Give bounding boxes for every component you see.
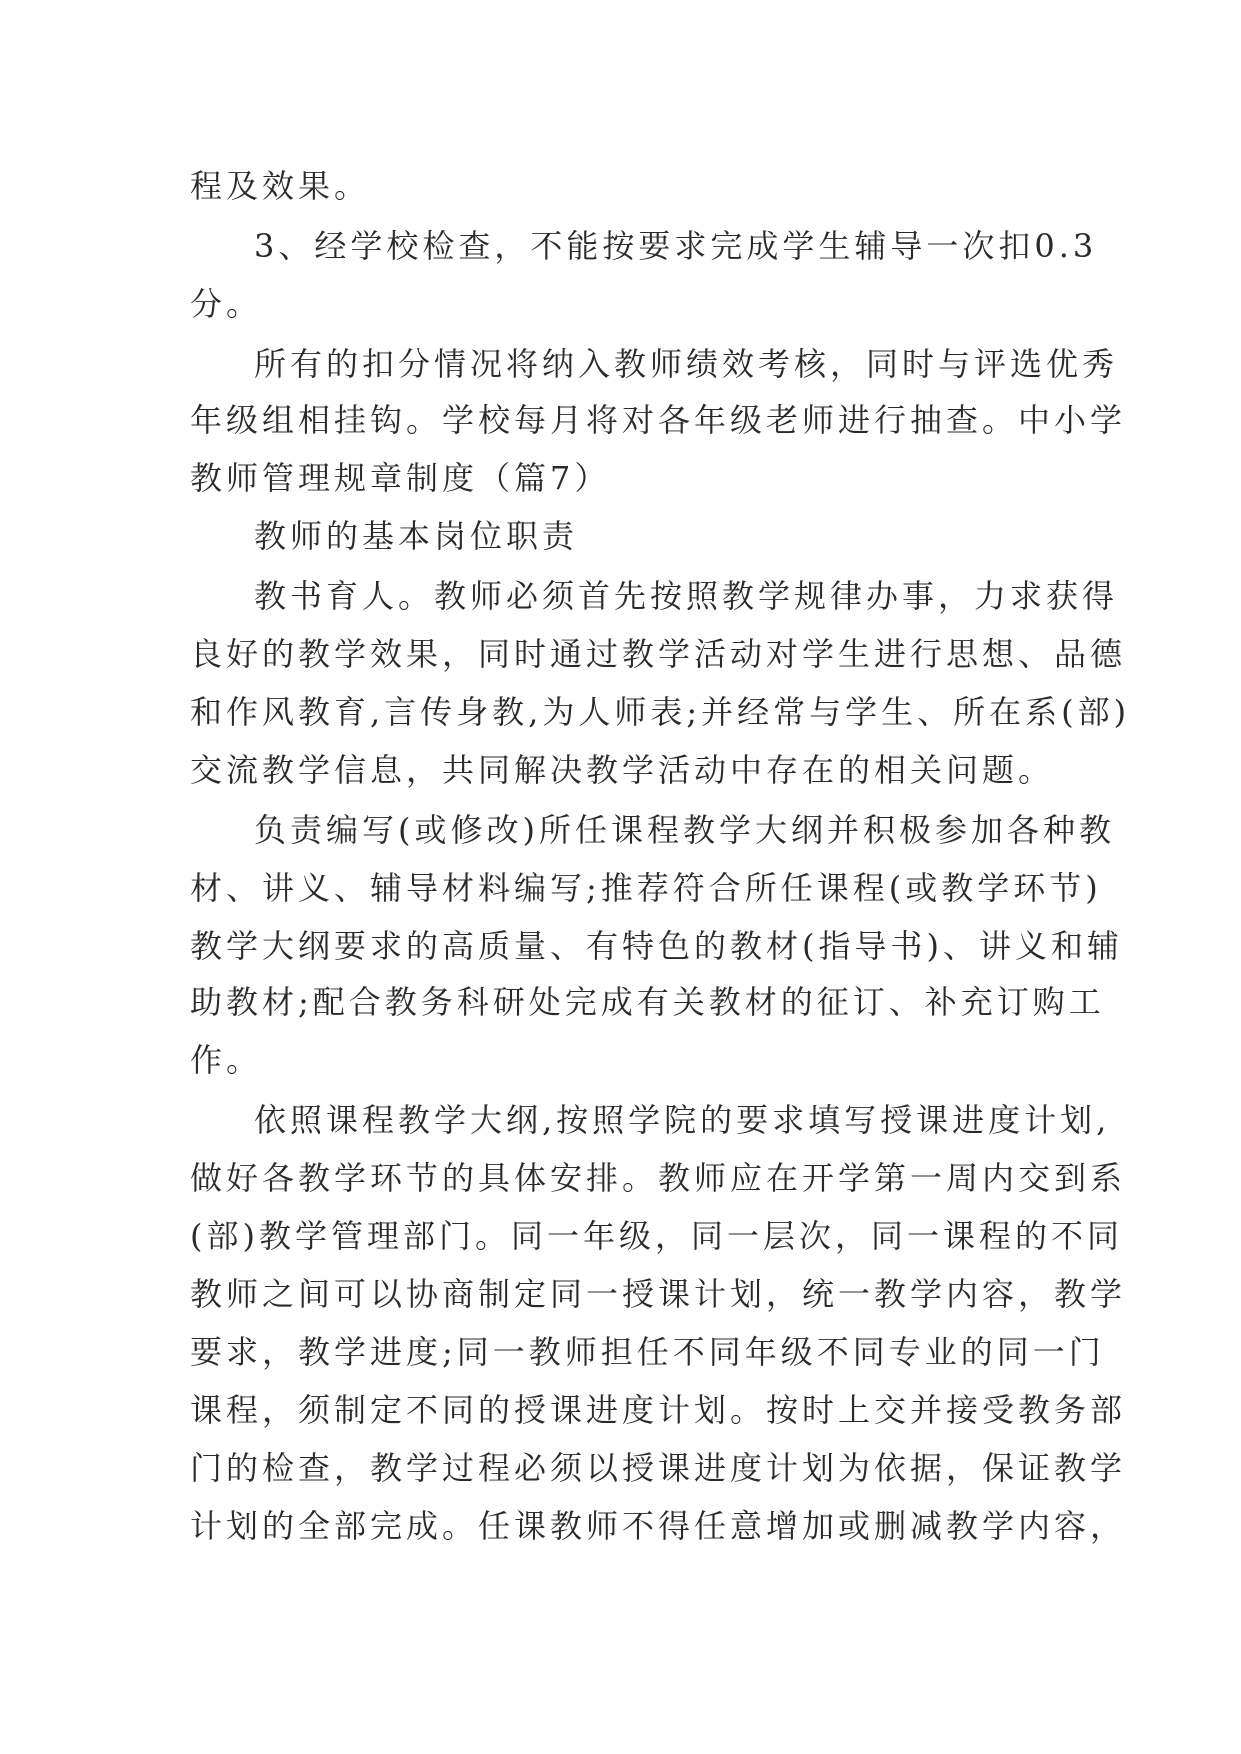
text-line: 课程，须制定不同的授课进度计划。按时上交并接受教务部 <box>190 1391 1127 1429</box>
text-line: 负责编写(或修改)所任课程教学大纲并积极参加各种教 <box>254 811 1115 849</box>
text-line: 助教材;配合教务科研处完成有关教材的征订、补充订购工 <box>190 983 1105 1021</box>
text-line: 材、讲义、辅导材料编写;推荐符合所任课程(或教学环节) <box>190 869 1102 907</box>
text-line: (部)教学管理部门。同一年级，同一层次，同一课程的不同 <box>190 1217 1123 1255</box>
text-line: 门的检查，教学过程必须以授课进度计划为依据，保证教学 <box>190 1449 1127 1487</box>
section-heading: 教师的基本岗位职责 <box>254 517 579 555</box>
text-line: 作。 <box>190 1041 263 1079</box>
text-line: 和作风教育,言传身教,为人师表;并经常与学生、所在系(部) <box>190 693 1131 731</box>
text-line: 教学大纲要求的高质量、有特色的教材(指导书)、讲义和辅 <box>190 927 1123 965</box>
text-line: 分。 <box>190 285 263 323</box>
text-line: 依照课程教学大纲,按照学院的要求填写授课进度计划, <box>254 1101 1111 1139</box>
text-line: 良好的教学效果，同时通过教学活动对学生进行思想、品德 <box>190 635 1127 673</box>
text-line: 要求，教学进度;同一教师担任不同年级不同专业的同一门 <box>190 1333 1105 1371</box>
text-line: 计划的全部完成。任课教师不得任意增加或删减教学内容， <box>190 1507 1127 1545</box>
text-line: 教师之间可以协商制定同一授课计划，统一教学内容，教学 <box>190 1275 1127 1313</box>
text-line: 教书育人。教师必须首先按照教学规律办事，力求获得 <box>254 577 1119 615</box>
text-line: 做好各教学环节的具体安排。教师应在开学第一周内交到系 <box>190 1159 1127 1197</box>
text-line: 教师管理规章制度（篇7） <box>190 459 611 497</box>
text-line: 交流教学信息，共同解决教学活动中存在的相关问题。 <box>190 751 1055 789</box>
text-line: 程及效果。 <box>190 167 371 205</box>
text-line: 年级组相挂钩。学校每月将对各年级老师进行抽查。中小学 <box>190 401 1127 439</box>
text-line: 所有的扣分情况将纳入教师绩效考核，同时与评选优秀 <box>254 345 1119 383</box>
text-line: 3、经学校检查，不能按要求完成学生辅导一次扣0.3 <box>254 227 1098 265</box>
